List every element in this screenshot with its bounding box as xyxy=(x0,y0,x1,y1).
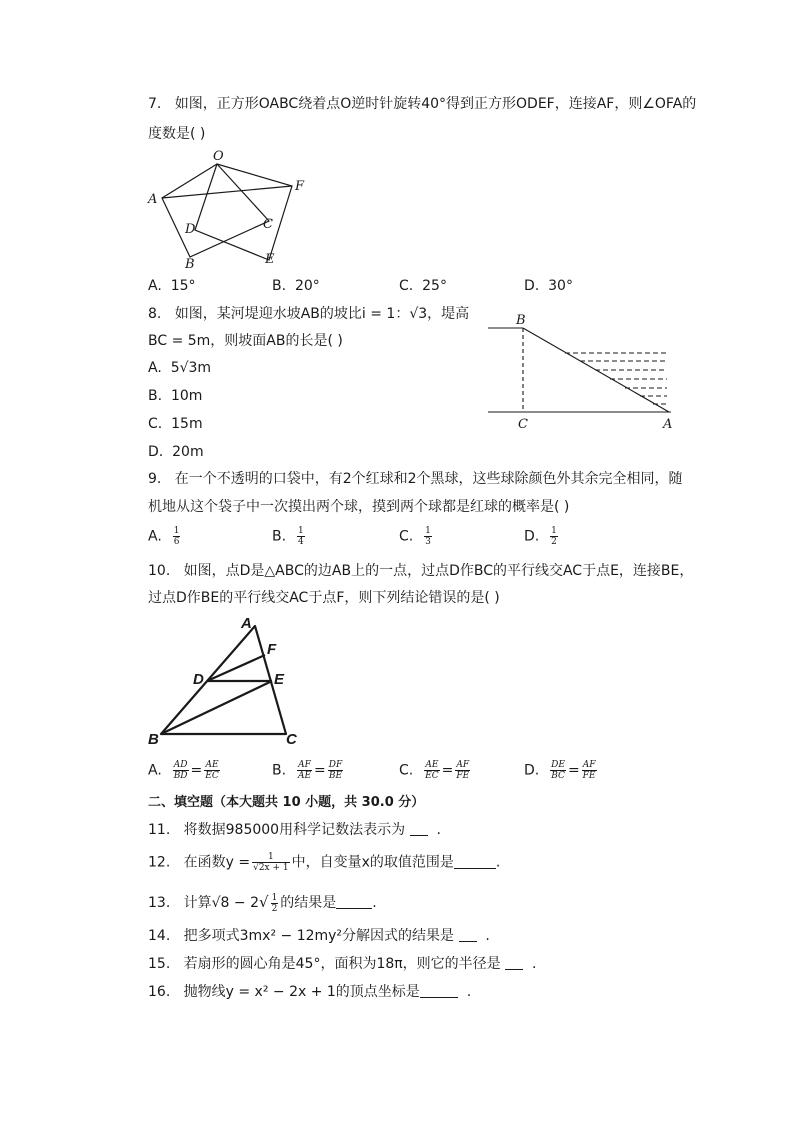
q9-choice-d: D. $\frac{1}{2}$ xyxy=(524,526,557,547)
q13: 13. 计算√8 − 2√ $\frac{1}{2}$ 的结果是 . xyxy=(148,892,377,914)
label-c: C xyxy=(263,217,273,232)
label-c: C xyxy=(518,417,528,432)
q11-number: 11. xyxy=(148,822,171,838)
q12-number: 12. xyxy=(148,854,171,871)
q10-line1 xyxy=(148,561,693,581)
q8-stem-line2: BC = 5m，则坡面AB的长是( ) xyxy=(148,333,343,349)
q8-number: 8. xyxy=(148,306,162,322)
q10-line2 xyxy=(148,588,500,608)
square-odef xyxy=(195,164,292,260)
label-a: A xyxy=(241,615,252,632)
q9-choice-c: C. $\frac{1}{3}$ xyxy=(399,526,431,547)
q15-text: 若扇形的圆心角是45°，面积为18π，则它的半径是 xyxy=(183,956,501,972)
q9-line2 xyxy=(148,497,569,517)
q15-answer-blank[interactable] xyxy=(505,955,523,970)
q15-number: 15. xyxy=(148,956,171,972)
q9-choice-a: A. $\frac{1}{6}$ xyxy=(148,526,180,547)
q8-choice-d: D. 20m xyxy=(148,444,204,460)
q7-figure-rotated-squares xyxy=(145,148,315,268)
q9-number: 9. xyxy=(148,471,162,487)
q7-line1 xyxy=(148,94,696,114)
q16-answer-blank[interactable] xyxy=(420,983,458,998)
q7-choice-a: A. 15° xyxy=(148,278,196,294)
label-b: B xyxy=(148,731,159,747)
q10-choice-b: B. $\frac{AF}{AE}$ = $\frac{DF}{BE}$ xyxy=(272,760,343,781)
label-c: C xyxy=(286,731,297,747)
q16: 16. 抛物线y = x² − 2x + 1的顶点坐标是 . xyxy=(148,984,472,1000)
q7-choice-c: C. 25° xyxy=(399,278,447,294)
q10-stem-line1: 如图，点D是△ABC的边AB上的一点，过点D作BC的平行线交AC于点E，连接BE， xyxy=(183,563,694,579)
segment-af xyxy=(162,186,292,198)
q14: 14. 把多项式3mx² − 12my²分解因式的结果是 . xyxy=(148,928,490,944)
label-a: A xyxy=(148,192,158,207)
q7-line2 xyxy=(148,124,205,144)
square-oabc xyxy=(162,164,269,257)
segment-df xyxy=(207,655,265,681)
q10-figure-triangle xyxy=(145,612,305,747)
q10-choice-c: C. $\frac{AE}{EC}$ = $\frac{AF}{FE}$ xyxy=(399,760,470,781)
q7-number: 7. xyxy=(148,96,162,112)
q12: 12. 在函数y = $\frac{1}{√2x + 1}$ 中，自变量x的取值范围是 . xyxy=(148,852,501,873)
q9-line1 xyxy=(148,469,683,489)
section-title-fill-in: 二、填空题（本大题共 10 小题，共 30.0 分） xyxy=(148,795,425,810)
q9-stem-line2: 机地从这个袋子中一次摸出两个球，摸到两个球都是红球的概率是( ) xyxy=(148,499,570,515)
q10-choice-a: A. $\frac{AD}{BD}$ = $\frac{AE}{EC}$ xyxy=(148,760,219,781)
q8-choice-b: B. 10m xyxy=(148,388,203,404)
label-e: E xyxy=(265,252,275,267)
segment-be xyxy=(161,681,272,734)
label-f: F xyxy=(295,179,305,194)
q15: 15. 若扇形的圆心角是45°，面积为18π，则它的半径是 . xyxy=(148,956,537,972)
label-d: D xyxy=(185,222,196,237)
q10-choice-d: D. $\frac{DE}{BC}$ = $\frac{AF}{FE}$ xyxy=(524,760,596,781)
q14-text: 把多项式3mx² − 12my²分解因式的结果是 xyxy=(183,928,455,944)
q9-stem-line1: 在一个不透明的口袋中，有2个红球和2个黑球，这些球除颜色外其余完全相同，随 xyxy=(174,471,683,487)
q13-fraction: $\frac{1}{2}$ xyxy=(271,892,278,914)
q8-choice-c: C. 15m xyxy=(148,416,203,432)
q9-choice-b: B. $\frac{1}{4}$ xyxy=(272,526,304,547)
q16-number: 16. xyxy=(148,984,171,1000)
q11: 11. 将数据985000用科学记数法表示为 . xyxy=(148,822,441,838)
q8-figure-embankment xyxy=(485,312,680,432)
q8-line2 xyxy=(148,331,343,351)
q16-text: 抛物线y = x² − 2x + 1的顶点坐标是 xyxy=(183,984,420,1000)
q8-line1 xyxy=(148,304,469,324)
label-e: E xyxy=(274,671,285,688)
water-lines xyxy=(565,353,667,404)
q7-stem-line1: 如图，正方形OABC绕着点O逆时针旋转40°得到正方形ODEF，连接AF，则∠OFA的 xyxy=(174,96,697,112)
q8-stem-line1: 如图，某河堤迎水坡AB的坡比i = 1：√3，堤高 xyxy=(174,306,470,322)
label-a: A xyxy=(663,417,673,432)
q7-choice-b: B. 20° xyxy=(272,278,320,294)
q13-answer-blank[interactable] xyxy=(336,894,372,909)
q7-stem-line2: 度数是( ) xyxy=(148,126,206,142)
label-f: F xyxy=(267,641,277,658)
q10-stem-line2: 过点D作BE的平行线交AC于点F，则下列结论错误的是( ) xyxy=(148,590,500,606)
label-b: B xyxy=(185,257,195,268)
label-b: B xyxy=(516,313,526,328)
q10-number: 10. xyxy=(148,563,171,579)
q14-answer-blank[interactable] xyxy=(459,927,477,942)
q12-fraction: $\frac{1}{√2x + 1}$ xyxy=(253,852,289,873)
label-o: O xyxy=(213,149,224,164)
q14-number: 14. xyxy=(148,928,171,944)
q13-number: 13. xyxy=(148,895,171,911)
q11-text: 将数据985000用科学记数法表示为 xyxy=(183,822,406,838)
q7-choice-d: D. 30° xyxy=(524,278,573,294)
q8-choice-a: A. 5√3m xyxy=(148,360,212,376)
label-d: D xyxy=(193,671,204,688)
q11-answer-blank[interactable] xyxy=(410,821,428,836)
q12-answer-blank[interactable] xyxy=(454,854,496,869)
